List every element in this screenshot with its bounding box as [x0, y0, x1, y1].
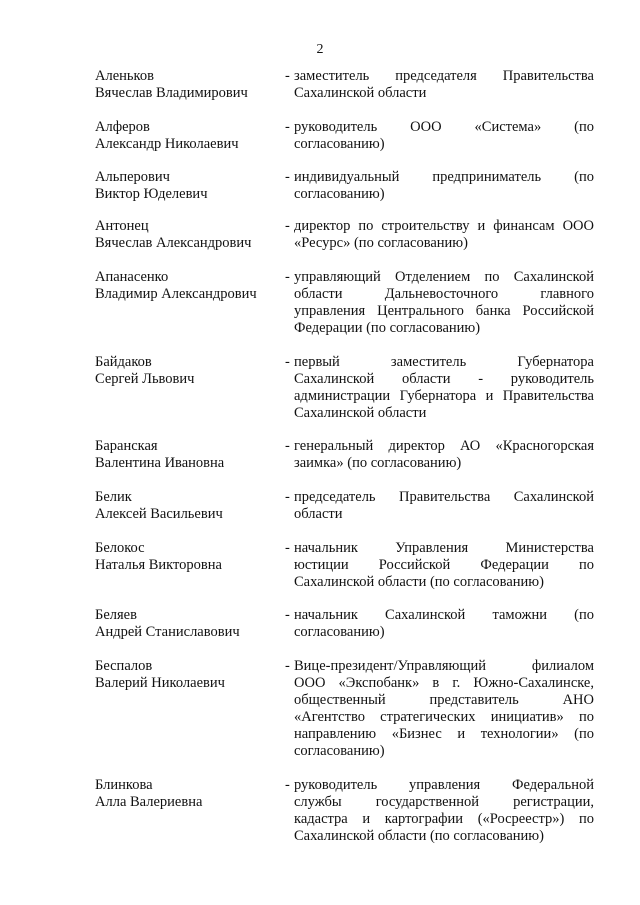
position-line: начальник Сахалинской таможни (по: [294, 607, 594, 623]
dash-separator: -: [285, 68, 290, 84]
position-line: Федерации (по согласованию): [294, 320, 481, 336]
member-surname: Белик: [95, 489, 132, 505]
member-surname: Баранская: [95, 438, 158, 454]
member-position: [294, 68, 594, 102]
dash-separator: -: [285, 489, 290, 505]
position-line: согласованию): [294, 136, 385, 152]
member-list: [95, 68, 595, 845]
position-line: Сахалинской области: [294, 405, 427, 421]
position-line: области Дальневосточного главного: [294, 286, 594, 302]
member-entry: [95, 658, 595, 760]
dash-separator: -: [285, 540, 290, 556]
member-name: [95, 489, 285, 523]
member-entry: [95, 119, 595, 153]
position-line: «Ресурс» (по согласованию): [294, 235, 468, 251]
position-line: Сахалинской области: [294, 85, 427, 101]
member-given-names: Наталья Викторовна: [95, 557, 222, 573]
member-given-names: Виктор Юделевич: [95, 186, 208, 202]
position-line: Вице-президент/Управляющий филиалом: [294, 658, 594, 674]
position-line: первый заместитель Губернатора: [294, 354, 594, 370]
member-entry: [95, 438, 595, 472]
member-name: [95, 169, 285, 203]
member-entry: [95, 489, 595, 523]
position-line: Сахалинской области - руководитель: [294, 371, 594, 387]
position-line: генеральный директор АО «Красногорская: [294, 438, 594, 454]
member-given-names: Алексей Васильевич: [95, 506, 223, 522]
member-entry: [95, 540, 595, 591]
member-position: [294, 489, 594, 523]
member-position: [294, 169, 594, 203]
member-given-names: Владимир Александрович: [95, 286, 257, 302]
member-name: [95, 438, 285, 472]
position-line: ООО «Экспобанк» в г. Южно-Сахалинске,: [294, 675, 594, 691]
member-surname: Апанасенко: [95, 269, 169, 285]
member-surname: Беляев: [95, 607, 137, 623]
member-entry: [95, 169, 595, 203]
position-line: управляющий Отделением по Сахалинской: [294, 269, 594, 285]
member-position: [294, 658, 594, 760]
member-name: [95, 777, 285, 811]
position-line: согласованию): [294, 624, 385, 640]
member-surname: Блинкова: [95, 777, 153, 793]
member-name: [95, 354, 285, 388]
position-line: Сахалинской области (по согласованию): [294, 574, 544, 590]
member-name: [95, 119, 285, 153]
position-line: заимка» (по согласованию): [294, 455, 462, 471]
position-line: службы государственной регистрации,: [294, 794, 594, 810]
dash-separator: -: [285, 658, 290, 674]
member-position: [294, 607, 594, 641]
dash-separator: -: [285, 269, 290, 285]
member-position: [294, 269, 594, 337]
member-entry: [95, 777, 595, 845]
member-surname: Альперович: [95, 169, 170, 185]
position-line: директор по строительству и финансам ООО: [294, 218, 594, 234]
member-surname: Алферов: [95, 119, 150, 135]
position-line: управления Центрального банка Российской: [294, 303, 594, 319]
member-given-names: Сергей Львович: [95, 371, 195, 387]
dash-separator: -: [285, 607, 290, 623]
member-position: [294, 119, 594, 153]
position-line: юстиции Российской Федерации по: [294, 557, 594, 573]
position-line: руководитель управления Федеральной: [294, 777, 594, 793]
position-line: начальник Управления Министерства: [294, 540, 594, 556]
member-given-names: Алла Валериевна: [95, 794, 203, 810]
dash-separator: -: [285, 438, 290, 454]
member-position: [294, 777, 594, 845]
member-name: [95, 540, 285, 574]
member-name: [95, 658, 285, 692]
member-entry: [95, 607, 595, 641]
member-surname: Байдаков: [95, 354, 152, 370]
position-line: индивидуальный предприниматель (по: [294, 169, 594, 185]
member-surname: Аленьков: [95, 68, 154, 84]
member-position: [294, 354, 594, 422]
position-line: общественный представитель АНО: [294, 692, 594, 708]
position-line: руководитель ООО «Система» (по: [294, 119, 594, 135]
position-line: заместитель председателя Правительства: [294, 68, 594, 84]
member-given-names: Валентина Ивановна: [95, 455, 225, 471]
member-surname: Антонец: [95, 218, 149, 234]
member-surname: Белокос: [95, 540, 145, 556]
position-line: области: [294, 506, 343, 522]
dash-separator: -: [285, 218, 290, 234]
position-line: кадастра и картографии («Росреестр») по: [294, 811, 594, 827]
member-name: [95, 269, 285, 303]
member-position: [294, 438, 594, 472]
position-line: «Агентство стратегических инициатив» по: [294, 709, 594, 725]
page-number: 2: [316, 42, 324, 57]
member-given-names: Александр Николаевич: [95, 136, 239, 152]
member-given-names: Андрей Станиславович: [95, 624, 240, 640]
member-surname: Беспалов: [95, 658, 153, 674]
position-line: направлению «Бизнес и технологии» (по: [294, 726, 594, 742]
member-name: [95, 68, 285, 102]
member-entry: [95, 218, 595, 252]
member-entry: [95, 68, 595, 102]
member-position: [294, 540, 594, 591]
member-given-names: Вячеслав Александрович: [95, 235, 252, 251]
member-position: [294, 218, 594, 252]
position-line: согласованию): [294, 743, 385, 759]
member-given-names: Вячеслав Владимирович: [95, 85, 248, 101]
dash-separator: -: [285, 169, 290, 185]
dash-separator: -: [285, 119, 290, 135]
dash-separator: -: [285, 354, 290, 370]
member-entry: [95, 354, 595, 422]
position-line: Сахалинской области (по согласованию): [294, 828, 544, 844]
member-given-names: Валерий Николаевич: [95, 675, 225, 691]
member-name: [95, 607, 285, 641]
member-entry: [95, 269, 595, 337]
position-line: председатель Правительства Сахалинской: [294, 489, 594, 505]
member-name: [95, 218, 285, 252]
dash-separator: -: [285, 777, 290, 793]
position-line: администрации Губернатора и Правительства: [294, 388, 594, 404]
position-line: согласованию): [294, 186, 385, 202]
